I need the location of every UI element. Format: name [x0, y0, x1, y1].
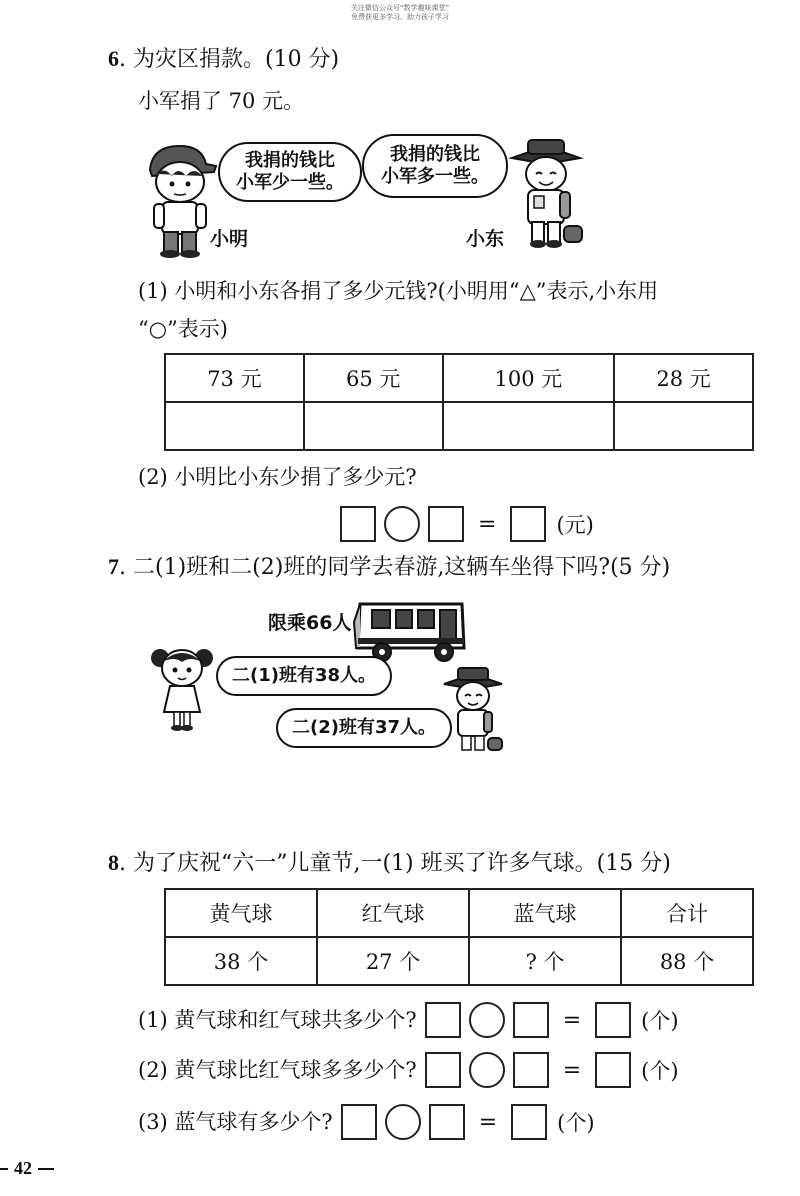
q8-number: 8 [108, 850, 119, 875]
table-header-row [165, 889, 753, 937]
q6-sub2: (2) 小明比小东少捐了多少元? [138, 465, 417, 489]
bubble-left-line2: 小军少一些。 [236, 172, 344, 193]
header-blue: 蓝气球 [469, 889, 621, 937]
q8-sub1: (1) 黄气球和红气球共多少个? [138, 1008, 417, 1032]
equals-sign: = [562, 1057, 582, 1083]
equals-sign: = [478, 1109, 498, 1135]
speech-bubble-xiaoming [218, 142, 362, 202]
dash-left [0, 1168, 8, 1170]
speech-bubble-class1: 二(1)班有38人。 [216, 656, 392, 696]
header-total: 合计 [621, 889, 753, 937]
operator-circle[interactable] [385, 1104, 421, 1140]
dash-right [38, 1168, 54, 1170]
bus-capacity-label: 限乘66人 [268, 612, 352, 634]
boy-cap-illustration [440, 664, 506, 756]
equals-sign: = [562, 1007, 582, 1033]
unit-label: (元) [556, 513, 594, 537]
unit-label: (个) [641, 1059, 679, 1083]
q6-equation [340, 506, 594, 542]
answer-cell[interactable] [443, 402, 615, 450]
q8-sub3: (3) 蓝气球有多少个? [138, 1110, 333, 1134]
answer-box[interactable] [513, 1052, 549, 1088]
page-number-area [0, 1158, 54, 1179]
unit-label: (个) [557, 1111, 595, 1135]
answer-cell[interactable] [614, 402, 753, 450]
q8-title [108, 848, 671, 879]
watermark-line1: 关注微信公众号“数学趣味课堂” [350, 4, 450, 12]
operator-circle[interactable] [469, 1052, 505, 1088]
q8-balloon-table [164, 888, 754, 986]
q6-money-table [164, 353, 754, 451]
answer-box[interactable] [341, 1104, 377, 1140]
q6-title [108, 44, 339, 75]
answer-box[interactable] [511, 1104, 547, 1140]
operator-circle[interactable] [384, 506, 420, 542]
answer-cell[interactable] [304, 402, 443, 450]
q6-sub1-line1: (1) 小明和小东各捐了多少元钱?(小明用“△”表示,小东用 [138, 279, 659, 303]
bubble-right-line2: 小军多一些。 [381, 166, 489, 187]
table-row [165, 402, 753, 450]
header-red: 红气球 [317, 889, 469, 937]
q6-sub1-line2: “○”表示) [138, 317, 228, 341]
boy-right-illustration [506, 134, 586, 252]
money-cell-73: 73 元 [165, 354, 304, 402]
money-cell-100: 100 元 [443, 354, 615, 402]
answer-box[interactable] [595, 1052, 631, 1088]
q8-sub2-row [138, 1052, 679, 1088]
answer-box[interactable] [595, 1002, 631, 1038]
answer-box[interactable] [340, 506, 376, 542]
q6-title-text: . 为灾区捐款。(10 分) [119, 47, 340, 72]
q7-title-text: . 二(1)班和二(2)班的同学去春游,这辆车坐得下吗?(5 分) [119, 555, 671, 580]
equals-sign: = [478, 511, 497, 537]
q8-sub2: (2) 黄气球比红气球多多少个? [138, 1058, 417, 1082]
answer-box[interactable] [513, 1002, 549, 1038]
q8-sub1-row [138, 1002, 679, 1038]
value-blue: ? 个 [469, 937, 621, 985]
girl-illustration [150, 640, 214, 732]
watermark-line2: 免费获更多学习、助力孩子学习 [351, 13, 449, 21]
answer-box[interactable] [510, 506, 546, 542]
q6-number: 6 [108, 46, 119, 71]
header-yellow: 黄气球 [165, 889, 317, 937]
table-row [165, 937, 753, 985]
q8-sub3-row [138, 1104, 595, 1140]
unit-label: (个) [641, 1009, 679, 1033]
name-xiaoming: 小明 [210, 228, 249, 250]
answer-box[interactable] [425, 1052, 461, 1088]
name-xiaodong: 小东 [466, 228, 505, 250]
bus-illustration [352, 598, 468, 664]
value-total: 88 个 [621, 937, 753, 985]
table-row [165, 354, 753, 402]
answer-box[interactable] [429, 1104, 465, 1140]
operator-circle[interactable] [469, 1002, 505, 1038]
answer-box[interactable] [428, 506, 464, 542]
speech-bubble-xiaodong [362, 134, 508, 198]
speech-bubble-class2: 二(2)班有37人。 [276, 708, 452, 748]
value-yellow: 38 个 [165, 937, 317, 985]
watermark [0, 4, 800, 22]
value-red: 27 个 [317, 937, 469, 985]
q8-title-text: . 为了庆祝“六一”儿童节,一(1) 班买了许多气球。(15 分) [119, 851, 671, 876]
answer-box[interactable] [425, 1002, 461, 1038]
bubble-right-line1: 我捐的钱比 [390, 144, 480, 165]
money-cell-65: 65 元 [304, 354, 443, 402]
bubble-left-line1: 我捐的钱比 [245, 150, 335, 171]
boy-left-illustration [140, 140, 220, 258]
page-number: 42 [14, 1158, 32, 1178]
q6-intro: 小军捐了 70 元。 [138, 89, 305, 113]
q7-title [108, 552, 670, 583]
q7-number: 7 [108, 554, 119, 579]
money-cell-28: 28 元 [614, 354, 753, 402]
answer-cell[interactable] [165, 402, 304, 450]
